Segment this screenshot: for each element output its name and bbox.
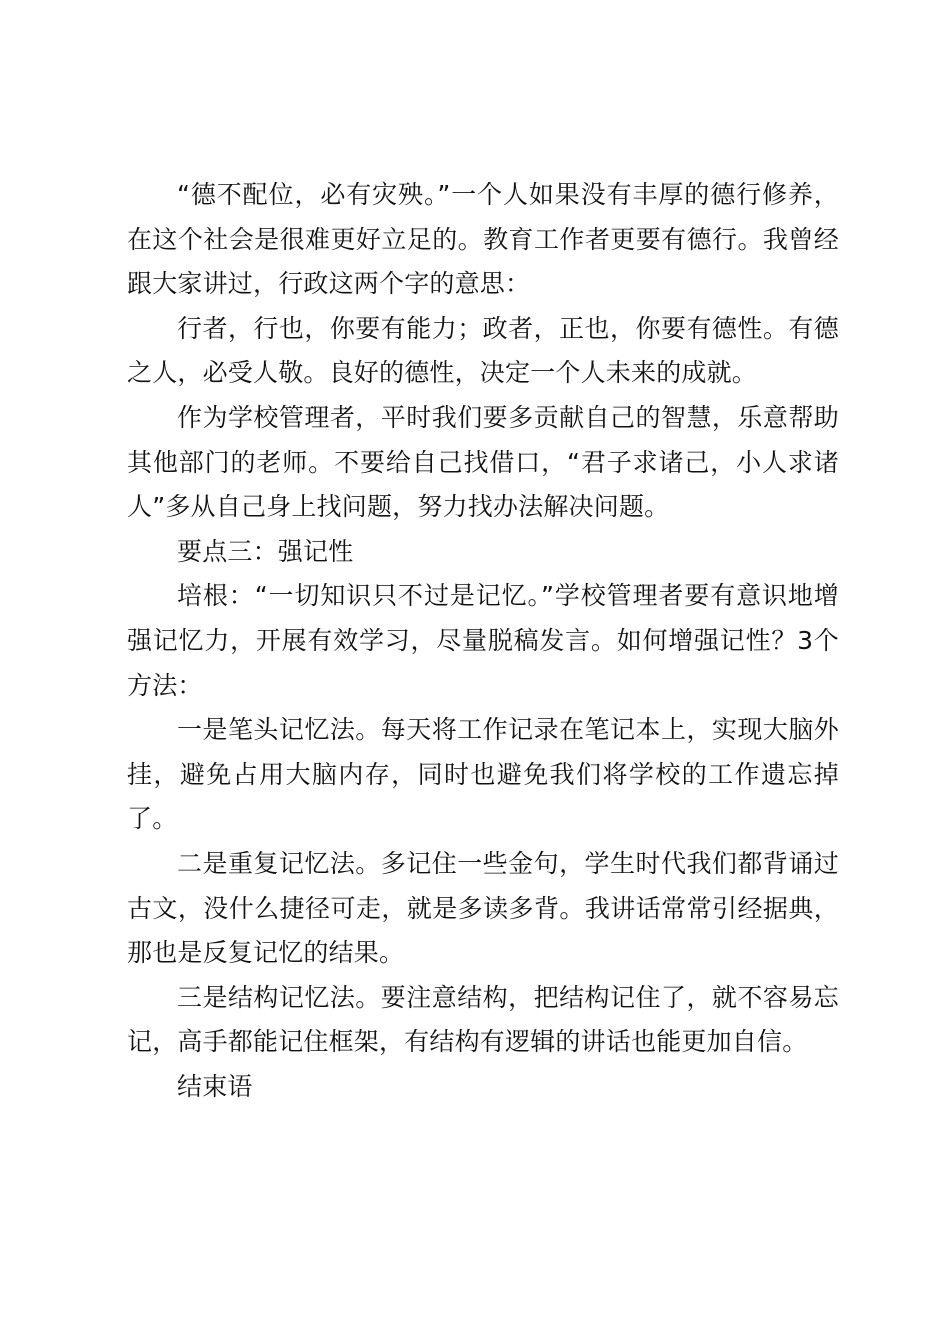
paragraph-manager-wisdom: 作为学校管理者，平时我们要多贡献自己的智慧，乐意帮助其他部门的老师。不要给自己找借口，“君子求诸己，小人求诸人”多从自己身上找问题，努力找办法解决问题。 [127,402,839,522]
paragraph-bacon-quote: 培根：“一切知识只不过是记忆。”学校管理者要有意识地增强记忆力，开展有效学习，尽量脱稿发言。如何增强记性？3个方法： [127,581,839,700]
paragraph-method-three: 三是结构记忆法。要注意结构，把结构记住了，就不容易忘记，高手都能记住框架，有结构有逻辑的讲话也能更加自信。 [127,982,839,1057]
paragraph-method-two: 二是重复记忆法。多记住一些金句，学生时代我们都背诵过古文，没什么捷径可走，就是多读多背。我讲话常常引经据典，那也是反复记忆的结果。 [127,848,839,968]
paragraph-virtue-quote: “德不配位，必有灾殃。”一个人如果没有丰厚的德行修养，在这个社会是很难更好立足的。教育工作者更要有德行。我曾经跟大家讲过，行政这两个字的意思： [127,180,839,299]
section-heading-conclusion: 结束语 [177,1071,253,1101]
section-heading-point-three: 要点三：强记性 [177,536,354,566]
paragraph-xingzheng-meaning: 行者，行也，你要有能力；政者，正也，你要有德性。有德之人，必受人敬。良好的德性，决定一个人未来的成就。 [127,313,839,388]
document-body [127,173,839,1109]
paragraph-method-one: 一是笔头记忆法。每天将工作记录在笔记本上，实现大脑外挂，避免占用大脑内存，同时也避免我们将学校的工作遗忘掉了。 [127,715,839,834]
